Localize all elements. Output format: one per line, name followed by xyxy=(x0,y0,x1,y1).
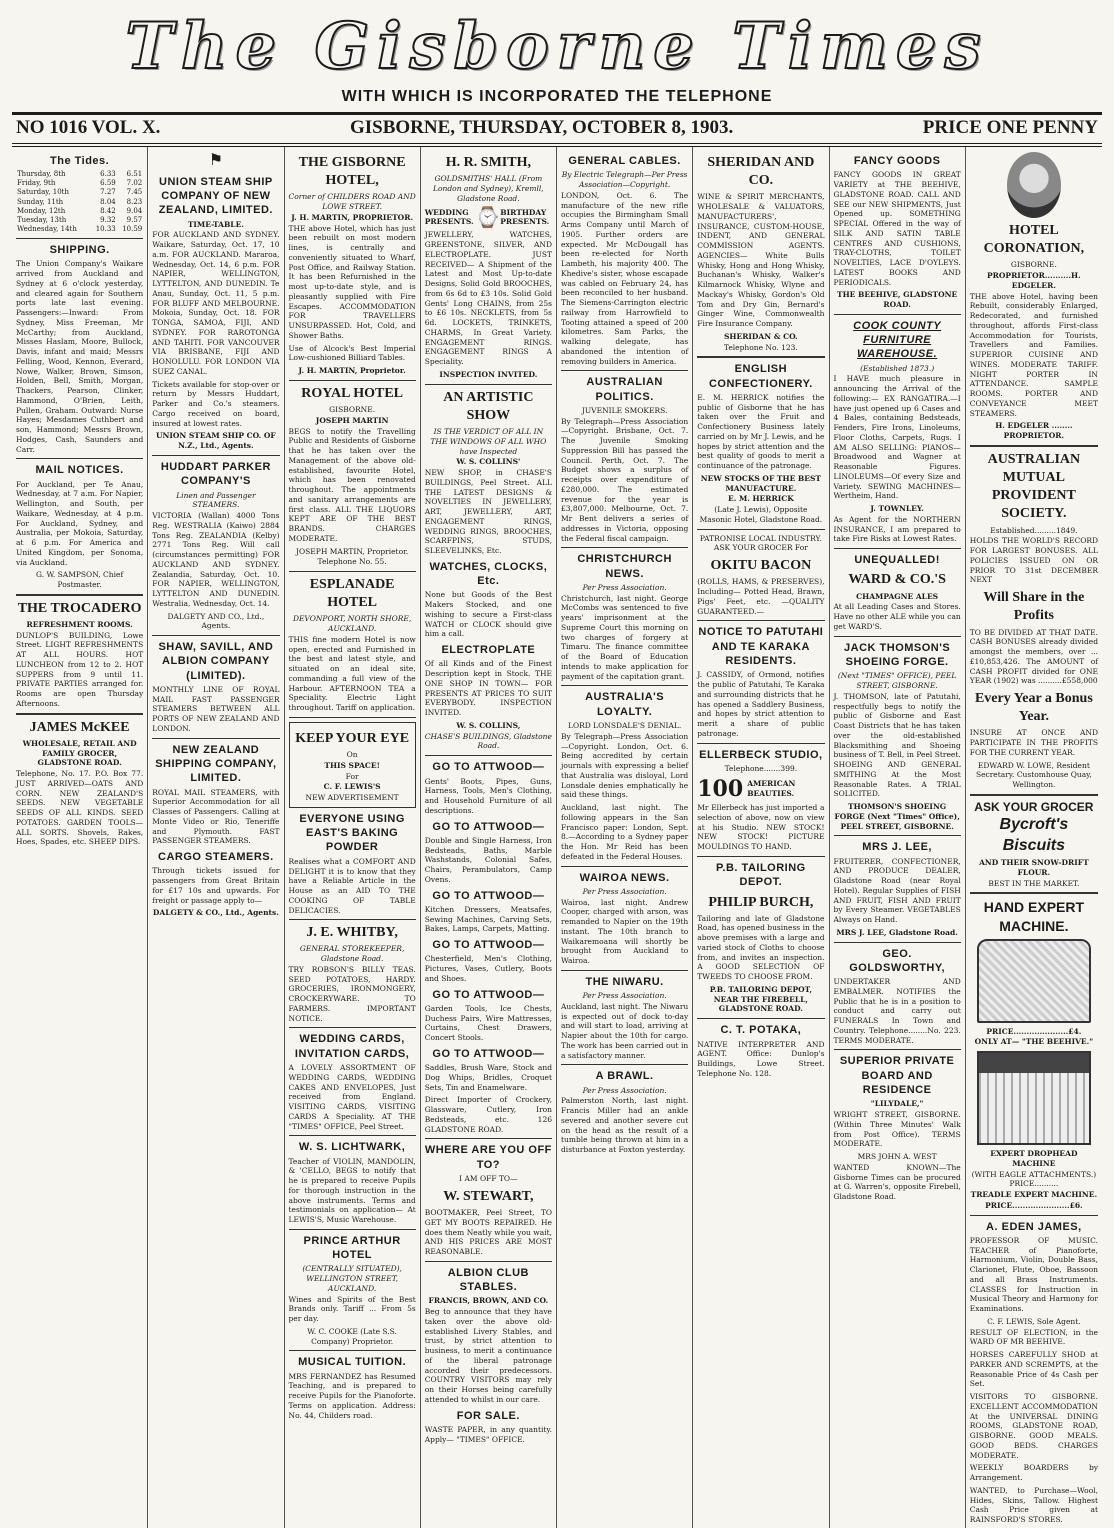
bycroft-brand: Bycroft's Biscuits xyxy=(999,816,1069,855)
column-4 xyxy=(421,147,557,1528)
ellerbeck-feature xyxy=(697,775,824,804)
esplanade-hotel-subheading: DEVONPORT, NORTH SHORE, AUCKLAND. xyxy=(292,614,412,634)
australian-politics-heading: AUSTRALIAN POLITICS. xyxy=(586,376,663,403)
goldsworthy-text: UNDERTAKER AND EMBALMER. NOTIFIES the Public that he is in a position to conduct and carry out FUNERALS In Town and Country. Telephone........No. 223. TERMS MODERATE. xyxy=(833,977,961,1045)
tide-pm: 10.59 xyxy=(122,224,143,233)
artistic-show-subheading: IS THE VERDICT OF ALL IN THE WINDOWS OF ALL WHO have Inspected xyxy=(430,427,547,456)
table-row xyxy=(16,188,143,197)
australian-politics-text: By Telegraph—Press Association—Copyright. Brisbane, Oct. 7. The Juvenile Smoking Suppression Bill has passed the Council. Perth, Oct. 7. The Budget shows a surplus of receipts over expenditure of £280,000. The estimated revenue for the year is £3,807,000. Melbourne, Oct. 7. Mr Bent delivers a series of addresses in Victoria, opposing the Federal fiscal campaign. xyxy=(561,416,689,543)
loyalty-text: By Telegraph—Press Association—Copyright. London, Oct. 6. Being accredited by certain journals with expressing a belief that Australia was disloyal, Lord Lonsdale denies emphatically he said these things. xyxy=(561,731,689,800)
stewart-heading: WHERE ARE YOU OFF TO? xyxy=(424,1144,552,1171)
artistic-show-name: W. S. COLLINS' xyxy=(456,457,521,467)
collins-subheading: CHASE'S BUILDINGS, Gladstone Road. xyxy=(424,731,552,751)
tide-am: 9.32 xyxy=(100,215,116,224)
wairoa-heading: WAIROA NEWS. xyxy=(579,871,670,884)
union-steam-note: Tickets available for stop-over or return by Messrs Huddart, Parker and Co.'s steamers. Cargo received on board, insured at lowest rates. xyxy=(152,379,280,428)
for-sale-text: WASTE PAPER, in any quantity. Apply— "TIMES" OFFICE. xyxy=(424,1424,552,1444)
whitby-subheading: GENERAL STOREKEEPER, Gladstone Road. xyxy=(299,944,405,964)
horses-shod-text: HORSES CAREFULLY SHOD at PARKER AND SCREMPTS, at the Reasonable Price of 4s Cash per Set. xyxy=(969,1350,1098,1389)
amp-share-profits: Will Share in the Profits xyxy=(983,590,1085,624)
masthead xyxy=(12,8,1102,86)
trocadero-heading: THE TROCADERO xyxy=(17,600,142,616)
attwood-footer: Direct Importer of Crockery, Glassware, Cutlery, Iron Bedsteads, etc. 126 GLADSTONE ROAD. xyxy=(424,1095,552,1134)
attwood-item: Garden Tools, Ice Chests, Duchess Pairs, Wire Mattresses, Curtains, Chest Drawers, Concert Stools. xyxy=(424,1003,552,1043)
royal-hotel-telephone: Telephone No. 55. xyxy=(317,557,387,567)
wedding-presents-label: WEDDING PRESENTS. xyxy=(424,207,474,227)
table-row xyxy=(16,170,143,179)
townley-signature: J. TOWNLEY. xyxy=(870,504,924,514)
mrs-lee-text: FRUITERER, CONFECTIONER, AND PRODUCE DEALER, Gladstone Road (near Royal Hotel). Regular Supplies of FISH AND FRUIT, FISH AND FRUIT by Every Steamer. VEGETABLES Always on Hand. xyxy=(833,856,961,925)
union-steam-signature: UNION STEAM SHIP CO. OF N.Z., Ltd., Agents. xyxy=(155,431,276,451)
wedding-cards-text: A LOVELY ASSORTMENT OF WEDDING CARDS, WEDDING CAKES AND ENVELOPES, Just received from England. VISITING CARDS, VISITING CARDS A Speciality. AT THE "TIMES" OFFICE, Peel Street. xyxy=(288,1063,416,1131)
column-7 xyxy=(830,147,966,1528)
amp-text: HOLDS THE WORLD'S RECORD FOR LARGEST BONUSES. ALL POLICIES ISSUED ON OR PRIOR TO 31st DECEMBER NEXT xyxy=(969,536,1098,585)
attwood-heading: GO TO ATTWOOD— xyxy=(432,988,545,1001)
newspaper-title: The Gisborne Times xyxy=(125,9,989,84)
lilydale-name: "LILYDALE," xyxy=(870,1099,924,1109)
tides-table xyxy=(16,170,143,234)
keep-your-eye-space: THIS SPACE! xyxy=(324,760,380,770)
cargo-heading: CARGO STEAMERS. xyxy=(158,851,274,864)
mrs-lee-heading: MRS J. LEE, xyxy=(862,841,932,854)
tide-day: Saturday, 10th xyxy=(17,188,69,197)
tide-day: Sunday, 11th xyxy=(17,197,64,206)
english-confectionery-heading: ENGLISH CONFECTIONERY. xyxy=(708,363,813,390)
stewart-name: W. STEWART, xyxy=(443,1188,534,1204)
christchurch-text: Christchurch, last night. George McCombs was sentenced to five years' imprisonment at the Supreme Court this morning on two charges of forgery at Timaru. The finance committee of the Board of Education intends to make application for payment of the capitation grant. xyxy=(561,593,689,681)
union-steam-heading: UNION STEAM SHIP COMPANY OF NEW ZEALAND, LIMITED. xyxy=(158,175,273,217)
eden-james-text: PROFESSOR OF MUSIC. TEACHER of Pianoforte, Harmonium, Violin, Double Bass, Clarionet, Flute, Oboe, Bassoon and all Brass Instruments. CLASSES for Instruction in Musical Theory and Harmony for Examinations. xyxy=(969,1235,1098,1314)
gisborne-hotel-text: THE above Hotel, which has just been rebuilt on most modern lines, is centrally and conveniently situated to Wharf, Post Office, and Railway Station. It has been Refurnished in the most up-to-date style, and is pleasantly supplied with Fire Escapes. ACCOMMODATION FOR TRAVELLERS UNSURPASSED. Hot, Cold, and Shower Baths. xyxy=(288,223,416,340)
huddart-subheading: Linen and Passenger STEAMERS. xyxy=(176,490,256,510)
coronation-proprietor: PROPRIETOR..........H. EDGELER. xyxy=(987,271,1081,290)
okitu-intro: PATRONISE LOCAL INDUSTRY. ASK YOUR GROCER For xyxy=(699,533,822,553)
goldsworthy-heading: GEO. GOLDSWORTHY, xyxy=(849,947,946,974)
for-sale-heading: FOR SALE. xyxy=(456,1409,520,1422)
place-date: GISBORNE, THURSDAY, OCTOBER 8, 1903. xyxy=(349,117,734,138)
amp-established: Established.........1849. xyxy=(990,525,1078,535)
royal-hotel-proprietor: JOSEPH MARTIN xyxy=(315,415,389,425)
huddart-heading: HUDDART PARKER COMPANY'S xyxy=(160,460,271,488)
amp-text-2: TO BE DIVIDED AT THAT DATE. CASH BONUSES already divided amongst the members, over ...£10,853,426. The AMOUNT of CASH PROFIT divided for ONE YEAR (1902) was ..........£558,000 xyxy=(969,627,1098,686)
esplanade-hotel-heading: ESPLANADE HOTEL xyxy=(309,577,395,611)
attwood-heading: GO TO ATTWOOD— xyxy=(432,820,545,833)
bycroft-ask: ASK YOUR GROCER xyxy=(974,799,1094,814)
eden-james-heading: A. EDEN JAMES, xyxy=(986,1220,1082,1233)
coronation-signature: H. EDGELER ........ PROPRIETOR. xyxy=(995,421,1073,441)
okitu-bacon-heading: OKITU BACON xyxy=(710,558,812,574)
ellerbeck-telephone: Telephone.......399. xyxy=(724,763,798,773)
table-row xyxy=(16,179,143,188)
keep-your-eye-on: On xyxy=(346,750,358,760)
christchurch-heading: CHRISTCHURCH NEWS. xyxy=(577,553,672,580)
brawl-subheading: Per Press Association. xyxy=(582,1085,667,1095)
column-3 xyxy=(285,147,421,1528)
mckee-heading: JAMES McKEE xyxy=(29,719,130,735)
albion-heading: ALBION CLUB STABLES. xyxy=(447,1266,530,1294)
hand-expert-seller: ONLY AT— "THE BEEHIVE." xyxy=(974,1037,1094,1047)
attwood-item: Saddles, Brush Ware, Stock and Dog Whips, Bridles, Croquet Sets, Tin and Enamelware. xyxy=(424,1063,552,1092)
tide-am: 8.04 xyxy=(100,197,116,206)
potaka-heading: C. T. POTAKA, xyxy=(720,1024,802,1037)
english-confectionery-note: NEW STOCKS OF THE BEST MANUFACTURE. xyxy=(700,473,821,493)
stewart-text: BOOTMAKER, Peel Street, TO GET MY BOOTS REPAIRED. He does them Neatly while you wait, AND HIS PRICES ARE MOST REASONABLE. xyxy=(424,1208,552,1257)
prince-arthur-signature: W. C. COOKE (Late S.S. Company) Proprietor. xyxy=(307,1326,397,1346)
attwood-item: Gents' Boots, Pipes, Guns, Harness, Tools, Men's Clothing, and Household Furniture of all descriptions. xyxy=(424,776,552,815)
coronation-heading: HOTEL CORONATION, xyxy=(983,223,1085,257)
amp-text-3: INSURE AT ONCE AND PARTICIPATE IN THE PROFITS FOR THE CURRENT YEAR. xyxy=(969,728,1098,757)
albion-text: Beg to announce that they have taken over the above old-established Livery Stables, and trust, by strict attention to business, to merit a continuance of the liberal patronage accorded their predecessors. COUNTRY VISITORS may rely on their Horses being carefully attended to whilst in our care. xyxy=(424,1307,552,1404)
cook-county-text: I HAVE much pleasure in announcing the Arrival of the following:— EX RANGATIRA.—I have just opened up 6 Cases and 4 Bales, containing Bedsteads, Fenders, Fire Irons, Linoleums, Floor Cloths, Carpets, Rugs. I AM ALSO SELLING: PIANOS—Broadwood and Wagner at Reasonable Figures. LINOLEUMS—Of every Size and Variety. SEWING MACHINES—Wertheim, Hand. xyxy=(833,374,961,501)
eden-james-signature: C. F. LEWIS, Sole Agent. xyxy=(987,1316,1081,1326)
mrs-lee-signature: MRS J. LEE, Gladstone Road. xyxy=(836,927,958,937)
ward-product: CHAMPAGNE ALES xyxy=(856,591,939,601)
keep-your-eye-ad xyxy=(289,722,416,808)
ellerbeck-beauties: AMERICAN BEAUTIES. xyxy=(747,779,796,798)
tide-day: Thursday, 8th xyxy=(17,170,66,179)
fancy-goods-heading: FANCY GOODS xyxy=(853,155,941,167)
tide-pm: 7.45 xyxy=(126,188,143,197)
table-row xyxy=(16,207,143,216)
herrick-address: (Late J. Lewis), Opposite Masonic Hotel, Gladstone Road. xyxy=(699,505,823,524)
auckland-text: Auckland, last night. The following appears in the San Francisco paper: London, Sept. 8.—According to a Sydney paper the Hon. Mr Reid has been defeated in the Federal Houses. xyxy=(561,803,689,861)
wanted-purchase-text: WANTED, to Purchase—Wool, Hides, Skins, Tallow. Highest Cash Price given at RAINSFORD'S STORES. xyxy=(969,1485,1098,1525)
bycroft-flour: AND THEIR SNOW-DRIFT FLOUR. xyxy=(979,858,1089,877)
tide-pm: 6.51 xyxy=(126,170,143,179)
wairoa-text: Wairoa, last night. Andrew Cooper, charged with arson, was remanded to Napier on the 19th instant. The 10th branch to Waikaremoana will shortly be brought from Auckland to Wairoa. xyxy=(561,897,689,966)
column-6 xyxy=(693,147,829,1528)
attwood-item: Kitchen Dressers, Meatsafes, Sewing Machines, Carving Sets, Bakes, Lamps, Carpets, Matting. xyxy=(424,904,552,934)
attwood-heading: GO TO ATTWOOD— xyxy=(432,889,545,902)
birthday-presents-label: BIRTHDAY PRESENTS. xyxy=(500,207,550,227)
jack-thomson-text: J. THOMSON, late of Patutahi, respectfully begs to notify the public of Gisborne and East Coast Districts that he has taken over the old-established Blacksmithing and Shoeing business of T. Bell, in Peel Street. SHOEING AND GENERAL SMITHING At the Most Reasonable Rates. A TRIAL SOLICITED. xyxy=(833,691,961,799)
wedding-cards-heading: WEDDING CARDS, INVITATION CARDS, xyxy=(294,1033,410,1060)
keep-your-eye-for: For xyxy=(345,771,359,781)
shaw-savill-heading: SHAW, SAVILL, AND ALBION COMPANY (LIMITED). xyxy=(158,641,274,682)
board-residence-text: WRIGHT STREET, GISBORNE. (Within Three Minutes' Walk from Post Office). TERMS MODERATE. xyxy=(833,1110,961,1149)
board-residence-heading: SUPERIOR PRIVATE BOARD AND RESIDENCE xyxy=(839,1055,955,1096)
cook-county-established: (Established 1873.) xyxy=(860,363,935,373)
gisborne-hotel-signature: J. H. MARTIN, Proprietor. xyxy=(298,366,406,376)
page-columns xyxy=(12,146,1102,1525)
jack-thomson-subheading: (Next "TIMES" OFFICE), PEEL STREET, GISBORNE. xyxy=(837,671,957,691)
royal-hotel-heading: ROYAL HOTEL xyxy=(301,385,404,401)
treadle-heading: TREADLE EXPERT MACHINE. xyxy=(970,1190,1098,1200)
masthead-subtitle: WITH WHICH IS INCORPORATED THE TELEPHONE xyxy=(341,88,773,105)
ellerbeck-text: Mr Ellerbeck has just imported a selection of above, now on view at his Studio. NEW STOCK! NEW STOCK! PICTURE MOULDINGS TO HAND. xyxy=(697,803,825,852)
sheridan-heading: SHERIDAN AND CO. xyxy=(707,155,815,189)
brawl-heading: A BRAWL. xyxy=(595,1070,654,1083)
visitors-text: VISITORS TO GISBORNE. EXCELLENT ACCOMMODATION At the UNIVERSAL DINING ROOMS, GLADSTONE ROAD, GISBORNE. GOOD MEALS. GOOD BEDS. CHARGES MODERATE. xyxy=(969,1392,1098,1460)
column-8 xyxy=(966,147,1102,1528)
ellerbeck-count: 100 xyxy=(697,775,744,802)
jack-thomson-signature: THOMSON'S SHOEING FORGE (Next "Times" Office), PEEL STREET, GISBORNE. xyxy=(834,802,960,831)
general-cables-subheading: By Electric Telegraph—Per Press Association—Copyright. xyxy=(561,170,688,190)
fancy-goods-text: FANCY GOODS IN GREAT VARIETY at THE BEEHIVE, GLADSTONE ROAD. CALL AND SEE our NEW SHIPMENTS, Just Opened up. SOMETHING SPECIAL Offered in the way of SILK AND SATIN TABLE CENTRES AND CUSHIONS, TRAY-CLOTHS, TOILET NOVELTIES, LACE D'OYLEYS. LATEST BOOKS AND PERIODICALS. xyxy=(833,170,961,287)
smith-text: JEWELLERY, WATCHES, GREENSTONE, SILVER, AND ELECTROPLATE. JUST RECEIVED— A Shipment of the Latest and Most Up-to-date Designs, Solid Gold BROOCHES, from 6s 6d to £3 10s. Solid Gold Gents' Long CHAINS, from 25s to £6 10s. NECKLETS, from 5s 6d. LOCKETS, TRINKETS, CHARMS, In Great Variety. ENGAGEMENT RINGS. ENGAGEMENT RINGS A Speciality. xyxy=(424,230,552,367)
cook-county-heading: COOK COUNTY FURNITURE WAREHOUSE. xyxy=(853,319,942,361)
column-1 xyxy=(12,147,148,1528)
electroplate-text: Of all Kinds and of the Finest Description kept in Stock. THE ONE SHOP IN TOWN— FOR PRESENTS AT PRICES TO SUIT EVERYBODY. INSPECTION INVITED. xyxy=(424,659,552,718)
ship-flag-icon: ⚑ xyxy=(208,150,224,169)
watches-heading: WATCHES, CLOCKS, Etc. xyxy=(429,560,548,588)
gisborne-hotel-heading: THE GISBORNE HOTEL, xyxy=(298,155,406,189)
tide-pm: 9.04 xyxy=(126,206,143,215)
shipping-text: The Union Company's Waikare arrived from Auckland and Sydney at 6 o'clock yesterday, and cleared again for Southern ports late last evening. Passengers:—Inward: From Sydney, Miss Freeman, Mr McCarthy; from Auckland, Misses Haslam, Moore, Bullock, Davis, infant and maid; Messrs Felling, Wood, Kennon, Everard, Nowe, Walker, Brown, Simson, Holden, Bell, Smith, Morgan, Thackers, Pearson, Clinker, Hammond, O'Brien, Leith, Pullen, Graham. Outward: Nurse Hayes; Mesdames Cuthbert and son, Hammond; Messrs Brown, Hodges, Cash, Saunders and Carr. xyxy=(16,259,144,454)
amp-heading: AUSTRALIAN MUTUAL PROVIDENT SOCIETY. xyxy=(987,451,1081,522)
esplanade-hotel-text: THIS fine modern Hotel is now open, erected and Furnished in the best and latest style, and situated on an ideal site, commanding a full view of the Harbour. AFTERNOON TEA a Speciality. Electric Light throughout. Tariff on application. xyxy=(288,634,416,713)
gisborne-hotel-note: Use of Alcock's Best Imperial Low-cushioned Billiard Tables. xyxy=(288,343,416,363)
sewing-machine-image xyxy=(977,939,1091,1023)
trocadero-text: DUNLOP'S BUILDING, Lowe Street. LIGHT REFRESHMENTS AT ALL HOURS. HOT LUNCHEON from 12 to 2. HOT SUPPERS from 9 until 11. PRIVATE PARTIES arranged for. Rooms are open Thursday Afternoons. xyxy=(16,630,144,708)
tide-day: Friday, 9th xyxy=(17,179,56,188)
philip-burch-name: PHILIP BURCH, xyxy=(708,894,814,910)
royal-hotel-place: GISBORNE. xyxy=(329,405,376,415)
prince-arthur-heading: PRINCE ARTHUR HOTEL xyxy=(303,1234,401,1262)
table-row xyxy=(16,225,143,234)
attwood-heading: GO TO ATTWOOD— xyxy=(432,939,545,952)
patutahi-heading: NOTICE TO PATUTAHI AND TE KARAKA RESIDENTS. xyxy=(698,626,824,667)
stewart-subheading: I AM OFF TO— xyxy=(459,1174,518,1184)
prince-arthur-text: Wines and Spirits of the Best Brands only. Tariff ... From 5s per day. xyxy=(288,1294,416,1324)
wairoa-subheading: Per Press Association. xyxy=(582,886,667,896)
column-2 xyxy=(148,147,284,1528)
herrick-signature: E. M. HERRICK xyxy=(728,494,794,504)
ellerbeck-heading: ELLERBECK STUDIO, xyxy=(699,748,823,761)
issue-number: NO 1016 VOL. X. xyxy=(16,117,161,138)
price: PRICE ONE PENNY xyxy=(922,117,1098,138)
huddart-signature: DALGETY AND CO., Ltd., Agents. xyxy=(167,611,265,631)
musical-tuition-text: MRS FERNANDEZ has Resumed Teaching, and is prepared to receive Pupils for the Pianoforte. Terms on application. Address: No. 44, Childers road. xyxy=(288,1371,416,1420)
attwood-heading: GO TO ATTWOOD— xyxy=(432,761,545,774)
fancy-goods-signature: THE BEEHIVE, GLADSTONE ROAD. xyxy=(837,290,958,310)
dateline xyxy=(12,115,1102,141)
column-5 xyxy=(557,147,693,1528)
general-cables-heading: GENERAL CABLES. xyxy=(568,155,681,167)
niwaru-subheading: Per Press Association. xyxy=(582,991,667,1001)
mckee-subheading: WHOLESALE, RETAIL AND FAMILY GROCER, GLADSTONE ROAD. xyxy=(22,738,137,768)
treadle-price: PRICE......................£6. xyxy=(985,1200,1083,1210)
brawl-text: Palmerston North, last night. Francis Miller had an ankle severed and another severe cut on the head as the result of a tumble being thrown at him in a disturbance at Foxton yesterday. xyxy=(561,1096,689,1155)
potaka-text: NATIVE INTERPRETER AND AGENT. Office: Dunlop's Buildings, Lowe Street. Telephone No. 128. xyxy=(697,1039,825,1078)
smith-presents-row xyxy=(425,204,552,230)
shaw-savill-text: MONTHLY LINE OF ROYAL MAIL FAST PASSENGER STEAMERS BETWEEN ALL PORTS OF NEW ZEALAND AND LONDON. xyxy=(152,684,280,733)
baking-powder-text: Realises what a COMFORT AND DELIGHT it is to know that they have a Reliable Article in the House as an AID TO THE COOKING OF TABLE DELICACIES. xyxy=(288,856,416,915)
timetable-label: TIME-TABLE. xyxy=(187,219,244,229)
tide-day: Wednesday, 14th xyxy=(17,224,77,233)
attwood-item: Double and Single Harness, Iron Bedsteads, Baths, Marble Washstands, Colonial Safes, Chairs, Perambulators, Camp Ovens. xyxy=(424,835,552,884)
tides-heading: The Tides. xyxy=(50,155,110,167)
keep-your-eye-text: NEW ADVERTISEMENT xyxy=(305,793,399,803)
christchurch-subheading: Per Press Association. xyxy=(582,582,667,592)
artistic-show-heading: AN ARTISTIC SHOW xyxy=(443,389,534,423)
watches-text: None but Goods of the Best Makers Stocked, and one wishing to secure a First-class WATCH or CLOCK should give him a call. xyxy=(424,590,552,639)
mail-notices-heading: MAIL NOTICES. xyxy=(35,464,124,477)
tide-pm: 7.02 xyxy=(126,179,143,188)
tide-am: 6.59 xyxy=(100,179,116,188)
watch-icon: ⌚ xyxy=(475,205,501,230)
table-row xyxy=(16,216,143,225)
sheridan-text: WINE & SPIRIT MERCHANTS, WHOLESALE & VALUATORS, MANUFACTURERS', INSURANCE, CUSTOM-HOUSE, INDENT, AND GENERAL COMMISSION AGENTS. AGENCIES— White Bulls Whisky, Hong and Hong Whisky, Buchanan's Whisky, Walker's Kilmarnock Whisky, Wlyne and Mackay's Whisky, Gordon's Old Tom and Dry Gin, Bernard's Ginger Wine, Commonwealth Fire Insurance Company. xyxy=(697,192,825,329)
musical-tuition-heading: MUSICAL TUITION. xyxy=(298,1356,407,1369)
lichtwark-heading: W. S. LICHTWARK, xyxy=(298,1141,406,1154)
australian-politics-subheading: JUVENILE SMOKERS. xyxy=(581,405,668,415)
sheridan-telephone: Telephone No. 123. xyxy=(723,342,798,352)
niwaru-heading: THE NIWARU. xyxy=(585,975,664,988)
artistic-show-text: NEW SHOP, in CHASE'S BUILDINGS, Peel Street. ALL THE LATEST DESIGNS & NOVELTIES IN JEWELLERY, ART, JEWELLERY, ART, ENGAGEMENT RINGS, WEDDING RINGS, BROOCHES, SCARFPINS, STUDS, SLEEVELINKS, Etc. xyxy=(424,468,552,556)
tide-day: Monday, 12th xyxy=(17,206,66,215)
tide-am: 10.33 xyxy=(95,224,116,233)
union-steam-text: FOR AUCKLAND AND SYDNEY. Waikare, Saturday, Oct. 17, 10 a.m. FOR AUCKLAND. Mararoa, Wednesday, Oct. 14, 6 p.m. FOR NAPIER, WELLINGTON, LYTTELTON, AND DUNEDIN. Te Anau, Sunday, Oct. 11, 5 p.m. FOR BLUFF AND MELBOURNE. Mokoia, Sunday, Oct. 18. FOR TONGA, SAMOA, FIJI, AND SYDNEY. FOR RAROTONGA AND TAHITI. FOR VANCOUVER VIA BRISBANE, FIJI AND HONOLULU. FOR LONDON VIA SUEZ CANAL. xyxy=(152,230,280,376)
pb-tailoring-text: Tailoring and late of Gladstone Road, has opened business in the above premises with a large and varied stock of Cloths to choose from, and invites an inspection. A GOOD SELECTION OF TWEEDS TO CHOOSE FROM. xyxy=(697,913,825,982)
dateline-rule xyxy=(12,143,1102,144)
mckee-text: Telephone, No. 17. P.O. Box 77. JUST ARRIVED—OATS AND CORN. NEW ZEALAND'S SEEDS. NEW VEGETABLE SEEDS OF ALL KINDS. SEED POTATOES. GARDEN TOOLS—ALL SORTS. Shovels, Rakes, Hoes, Spades, etc. SHEEP DIPS. xyxy=(16,769,144,847)
whitby-heading: J. E. WHITBY, xyxy=(306,925,398,941)
drophead-attachments: (WITH EAGLE ATTACHMENTS.) PRICE.......... xyxy=(971,1169,1097,1189)
tide-pm: 8.23 xyxy=(126,197,143,206)
bycroft-best: BEST IN THE MARKET. xyxy=(988,878,1080,888)
unequalled-heading: UNEQUALLED! xyxy=(854,554,940,567)
ward-heading: WARD & CO.'S xyxy=(848,572,946,588)
boarders-text: WEEKLY BOARDERS by Arrangement. xyxy=(969,1463,1098,1483)
loyalty-subheading: LORD LONSDALE'S DENIAL. xyxy=(567,721,682,731)
shipping-heading: SHIPPING. xyxy=(49,243,110,256)
patutahi-text: J. CASSIDY, of Ormond, notifies the public of Patutahi, Te Karaka and surrounding districts that he has opened a Saddlery Business, and hopes by strict attention to merit a share of public patronage. xyxy=(697,670,825,738)
insurance-agent-text: As Agent for the NORTHERN INSURANCE, I am prepared to take Fire Risks at Lowest Rates. xyxy=(833,514,961,544)
general-cables-text: LONDON, Oct. 6. The manufacture of the new rifle occupies the Birmingham Small Arms Company until March of 1905. Further orders are expected. Mr McDougall has been re-elected for North Lambeth, his majority 400. The Khedive's sister, whose escapade was cabled on February 24, has been reconciled to her husband. The Siemens-Carrington electric railway from Harrowfield to Tooting attained a speed of 200 kilometres. Sam Parks, the walking delegate, has abandoned the intention of removing builders in America. xyxy=(561,190,689,366)
okitu-bacon-text: (ROLLS, HAMS, & PRESERVES), Including— Potted Head, Brawn, Pigs' Feet, etc. —QUALITY GUARANTEED.— xyxy=(697,577,825,616)
pb-tailoring-heading: P.B. TAILORING DEPOT. xyxy=(716,861,806,889)
cargo-text: Through tickets issued for passengers from Great Britain for £17 10s and upwards. For freight or passage apply to— xyxy=(152,866,280,905)
tide-am: 6.33 xyxy=(100,170,116,179)
albion-firm: FRANCIS, BROWN, AND CO. xyxy=(428,1296,549,1306)
huddart-text: VICTORIA (Wallan) 4000 Tons Reg. WESTRALIA (Kaiwo) 2884 Tons Reg. ZEALANDIA (Kelby) 2771 Tons Reg. Will call (circumstances permitting) FOR AUCKLAND AND SYDNEY. Zealandia, Saturday, Oct. 10. FOR NAPIER, WELLINGTON, LYTTELTON AND DUNEDIN. Westralia, Wednesday, Oct. 14. xyxy=(152,511,280,608)
election-result: RESULT OF ELECTION, in the WARD OF MR BEEHIVE. xyxy=(969,1327,1098,1347)
sheridan-signature: SHERIDAN & CO. xyxy=(723,331,798,341)
lichtwark-text: Teacher of VIOLIN, MANDOLIN, & 'CELLO, BEGS to notify that he is prepared to receive Pupils for thorough instruction in the above instruments. Terms and testimonials on application— At LEWIS'S, Music Warehouse. xyxy=(288,1156,416,1225)
tide-day: Tuesday, 13th xyxy=(17,215,67,224)
english-confectionery-text: E. M. HERRICK notifies the public of Gisborne that he has taken over the Fruit and Confectionery Business lately carried on by Mr J. Lewis, and he hopes by strict attention and the best quality of goods to merit a continuance of the patronage. xyxy=(697,392,825,471)
smith-note: INSPECTION INVITED. xyxy=(439,369,538,379)
ward-text: At all Leading Cases and Stores. Have no other ALE while you can get WARD'S. xyxy=(833,602,961,631)
tide-pm: 9.57 xyxy=(126,215,143,224)
amp-signature: EDWARD W. LOWE, Resident Secretary. Customhouse Quay, Wellington. xyxy=(975,760,1092,790)
drophead-machine-image xyxy=(977,1051,1091,1145)
amp-bonus-year: Every Year a Bonus Year. xyxy=(974,691,1093,725)
mail-signature: G. W. SAMPSON, Chief Postmaster. xyxy=(35,570,124,590)
board-residence-signature: MRS JOHN A. WEST xyxy=(857,1152,937,1162)
attwood-item: Chesterfield, Men's Clothing, Pictures, Vases, Cutlery, Boots and Shoes. xyxy=(424,954,552,983)
gisborne-hotel-proprietor: J. H. MARTIN, PROPRIETOR. xyxy=(291,212,414,222)
whitby-text: TRY ROBSON'S BILLY TEAS. SEED POTATOES, HARDY. GROCERIES, IRONMONGERY, CROCKERYWARE. TO FARMERS. IMPORTANT NOTICE. xyxy=(288,964,416,1023)
nzsc-heading: NEW ZEALAND SHIPPING COMPANY, LIMITED. xyxy=(155,743,277,785)
wanted-known-text: WANTED KNOWN—The Gisborne Times can be procured at G. Warren's, opposite Firebell, Gladstone Road. xyxy=(833,1162,961,1202)
cargo-signature: DALGETY & CO., Ltd., Agents. xyxy=(152,908,279,918)
royal-hotel-text: BEGS to notify the Travelling Public and Residents of Gisborne that he has taken over the Management of the above old-established, favourite Hotel, which has been renovated throughout. The appointments and sanitary arrangements are first class. ALL THE LIQUORS KEPT ARE OF THE BEST BRANDS. CHARGES MODERATE. xyxy=(288,426,416,543)
prince-arthur-subheading: (CENTRALLY SITUATED), WELLINGTON STREET, AUCKLAND. xyxy=(302,1264,402,1293)
trocadero-subheading: REFRESHMENT ROOMS. xyxy=(26,619,133,629)
tide-am: 7.27 xyxy=(100,188,116,197)
attwood-heading: GO TO ATTWOOD— xyxy=(432,1047,545,1060)
collins-heading: W. S. COLLINS, xyxy=(456,720,521,730)
mail-notices-text: For Auckland, per Te Anau, Wednesday, at 7 a.m. For Napier, Wellington, and South, per Waikare, Wednesday, at 4 p.m. For Auckland, Sydney, and Australia, per Mokoia, Saturday, at 6 p.m. For America and United Kingdom, per Sonoma, via Auckland. xyxy=(16,479,144,567)
smith-subheading: GOLDSMITHS' HALL (From London and Sydney), Kremll, Gladstone Road. xyxy=(433,174,544,203)
jack-thomson-heading: JACK THOMSON'S SHOEING FORGE. xyxy=(844,641,951,668)
electroplate-heading: ELECTROPLATE xyxy=(441,644,536,657)
tide-am: 8.42 xyxy=(100,206,116,215)
hand-expert-heading: HAND EXPERT MACHINE. xyxy=(983,899,1085,934)
smith-heading: H. R. SMITH, xyxy=(445,155,531,170)
hand-expert-price: PRICE.....................£4. xyxy=(986,1026,1082,1036)
table-row xyxy=(16,198,143,207)
loyalty-heading: AUSTRALIA'S LOYALTY. xyxy=(585,691,665,718)
coronation-text: THE above Hotel, having been Rebuilt, considerably Enlarged, Redecorated, and furnished throughout, affords First-class Accommodation for Tourists, Travellers and Families. SUPERIOR CUISINE AND WINES. MODERATE TARIFF. NIGHT PORTER IN ATTENDANCE. SAMPLE ROOMS. PORTER AND CONVEYANCE MEET STEAMERS. xyxy=(969,291,1098,418)
baking-powder-heading: EVERYONE USING EAST'S BAKING POWDER xyxy=(299,812,405,854)
portrait-image xyxy=(1007,152,1061,218)
coronation-place: GISBORNE. xyxy=(1010,260,1057,270)
gisborne-hotel-subheading: Corner of CHILDERS ROAD AND LOWE STREET. xyxy=(288,192,416,212)
keep-your-eye-name: C. F. LEWIS'S xyxy=(323,782,381,792)
keep-your-eye-heading: KEEP YOUR EYE xyxy=(295,730,410,746)
royal-hotel-signature: JOSEPH MARTIN, Proprietor. xyxy=(296,546,409,556)
nzsc-text: ROYAL MAIL STEAMERS, with Superior Accommodation for all Classes of Passengers. Calling at Monte Video or Rio, Teneriffe and Plymouth. FAST PASSENGER STEAMERS. xyxy=(152,787,280,846)
pb-tailoring-address: P.B. TAILORING DEPOT, NEAR THE FIREBELL, GLADSTONE ROAD. xyxy=(709,984,812,1014)
niwaru-text: Auckland, last night. The Niwaru is expected out of dock to-day and will start to load, arriving at Napier about the 10th for cargo. The work has been carried out in a satisfactory manner. xyxy=(561,1001,689,1060)
drophead-heading: EXPERT DROPHEAD MACHINE xyxy=(990,1149,1078,1168)
